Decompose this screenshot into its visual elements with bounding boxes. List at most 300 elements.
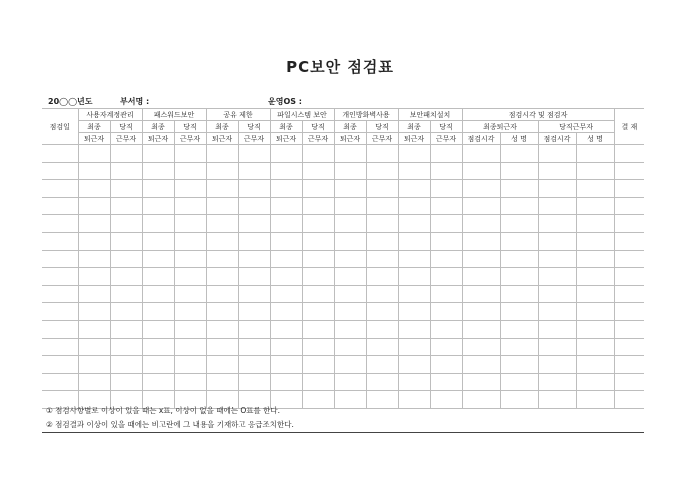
table-cell[interactable] — [614, 320, 644, 338]
table-cell[interactable] — [142, 285, 174, 303]
table-cell[interactable] — [500, 268, 538, 286]
table-cell[interactable] — [430, 215, 462, 233]
table-cell[interactable] — [174, 180, 206, 198]
table-cell[interactable] — [366, 320, 398, 338]
table-cell[interactable] — [366, 338, 398, 356]
table-cell[interactable] — [110, 356, 142, 374]
approval-header: 결 재 — [614, 109, 644, 145]
department-field: 부서명 : — [120, 97, 150, 106]
table-cell[interactable] — [334, 391, 366, 409]
table-cell[interactable] — [302, 338, 334, 356]
table-cell[interactable] — [366, 373, 398, 391]
table-cell[interactable] — [614, 250, 644, 268]
table-row — [42, 250, 644, 268]
sub-header: 퇴근자 — [142, 133, 174, 145]
table-cell[interactable] — [430, 232, 462, 250]
table-cell[interactable] — [398, 391, 430, 409]
table-cell[interactable] — [500, 250, 538, 268]
table-cell[interactable] — [142, 268, 174, 286]
table-cell[interactable] — [576, 250, 614, 268]
table-cell[interactable] — [538, 232, 576, 250]
table-cell[interactable] — [270, 232, 302, 250]
table-cell[interactable] — [78, 250, 110, 268]
table-cell[interactable] — [78, 356, 110, 374]
table-cell[interactable] — [576, 180, 614, 198]
table-cell[interactable] — [78, 180, 110, 198]
table-cell[interactable] — [238, 232, 270, 250]
table-cell[interactable] — [398, 232, 430, 250]
table-cell[interactable] — [302, 356, 334, 374]
table-cell[interactable] — [110, 285, 142, 303]
table-cell[interactable] — [302, 215, 334, 233]
table-cell[interactable] — [302, 145, 334, 163]
table-cell[interactable] — [142, 197, 174, 215]
table-cell[interactable] — [462, 232, 500, 250]
table-cell[interactable] — [538, 250, 576, 268]
table-cell[interactable] — [614, 268, 644, 286]
table-cell[interactable] — [238, 356, 270, 374]
table-cell[interactable] — [206, 145, 238, 163]
sub-header: 최종 — [270, 121, 302, 133]
table-cell[interactable] — [366, 180, 398, 198]
table-cell[interactable] — [538, 338, 576, 356]
table-cell[interactable] — [538, 180, 576, 198]
table-cell[interactable] — [430, 285, 462, 303]
table-cell[interactable] — [462, 250, 500, 268]
table-cell[interactable] — [206, 162, 238, 180]
table-cell[interactable] — [430, 197, 462, 215]
table-cell[interactable] — [142, 320, 174, 338]
table-cell[interactable] — [398, 215, 430, 233]
table-cell[interactable] — [398, 285, 430, 303]
table-cell[interactable] — [576, 356, 614, 374]
table-cell[interactable] — [110, 145, 142, 163]
table-cell[interactable] — [270, 180, 302, 198]
table-cell[interactable] — [238, 162, 270, 180]
table-cell[interactable] — [42, 180, 78, 198]
table-row — [42, 215, 644, 233]
sub-header: 퇴근자 — [334, 133, 366, 145]
table-cell[interactable] — [270, 268, 302, 286]
table-cell[interactable] — [614, 145, 644, 163]
table-cell[interactable] — [206, 180, 238, 198]
table-cell[interactable] — [174, 268, 206, 286]
table-cell[interactable] — [398, 356, 430, 374]
table-cell[interactable] — [430, 268, 462, 286]
table-cell[interactable] — [500, 391, 538, 409]
table-cell[interactable] — [334, 373, 366, 391]
table-cell[interactable] — [500, 285, 538, 303]
table-cell[interactable] — [42, 285, 78, 303]
table-cell[interactable] — [270, 303, 302, 321]
inspection-table — [42, 108, 644, 409]
table-cell[interactable] — [78, 285, 110, 303]
group-header: 패스워드보안 — [142, 109, 206, 121]
table-cell[interactable] — [174, 215, 206, 233]
table-cell[interactable] — [366, 250, 398, 268]
table-cell[interactable] — [366, 391, 398, 409]
table-cell[interactable] — [538, 320, 576, 338]
time-header: 점검시각 — [538, 133, 576, 145]
table-cell[interactable] — [398, 373, 430, 391]
table-cell[interactable] — [462, 285, 500, 303]
table-cell[interactable] — [174, 373, 206, 391]
table-cell[interactable] — [430, 162, 462, 180]
table-cell[interactable] — [238, 215, 270, 233]
table-cell[interactable] — [42, 250, 78, 268]
table-cell[interactable] — [206, 320, 238, 338]
table-cell[interactable] — [302, 250, 334, 268]
table-cell[interactable] — [500, 215, 538, 233]
table-cell[interactable] — [174, 356, 206, 374]
header-row-1 — [42, 109, 644, 121]
table-cell[interactable] — [334, 303, 366, 321]
table-cell[interactable] — [398, 338, 430, 356]
table-cell[interactable] — [430, 180, 462, 198]
table-cell[interactable] — [334, 162, 366, 180]
table-cell[interactable] — [42, 215, 78, 233]
table-cell[interactable] — [206, 373, 238, 391]
table-cell[interactable] — [500, 162, 538, 180]
table-cell[interactable] — [206, 232, 238, 250]
table-cell[interactable] — [270, 250, 302, 268]
table-cell[interactable] — [78, 268, 110, 286]
table-cell[interactable] — [398, 250, 430, 268]
name-header: 성 명 — [500, 133, 538, 145]
table-cell[interactable] — [538, 356, 576, 374]
final-worker-header: 최종퇴근자 — [462, 121, 538, 133]
table-cell[interactable] — [462, 373, 500, 391]
table-cell[interactable] — [614, 215, 644, 233]
table-cell[interactable] — [430, 250, 462, 268]
table-cell[interactable] — [42, 197, 78, 215]
table-cell[interactable] — [42, 338, 78, 356]
table-row — [42, 145, 644, 163]
table-cell[interactable] — [462, 162, 500, 180]
table-cell[interactable] — [614, 303, 644, 321]
table-cell[interactable] — [142, 373, 174, 391]
sub-header: 근무자 — [110, 133, 142, 145]
table-cell[interactable] — [366, 215, 398, 233]
table-cell[interactable] — [576, 303, 614, 321]
table-row — [42, 338, 644, 356]
table-cell[interactable] — [334, 285, 366, 303]
table-cell[interactable] — [334, 356, 366, 374]
group-header: 파일시스템 보안 — [270, 109, 334, 121]
sub-header: 퇴근자 — [78, 133, 110, 145]
table-cell[interactable] — [398, 162, 430, 180]
table-cell[interactable] — [270, 320, 302, 338]
table-cell[interactable] — [42, 145, 78, 163]
table-cell[interactable] — [576, 215, 614, 233]
table-cell[interactable] — [238, 145, 270, 163]
table-cell[interactable] — [576, 232, 614, 250]
table-cell[interactable] — [614, 356, 644, 374]
table-cell[interactable] — [398, 145, 430, 163]
table-cell[interactable] — [366, 356, 398, 374]
table-cell[interactable] — [500, 180, 538, 198]
group-header: 사용자계정관리 — [78, 109, 142, 121]
table-cell[interactable] — [42, 373, 78, 391]
table-cell[interactable] — [110, 338, 142, 356]
table-cell[interactable] — [174, 285, 206, 303]
table-cell[interactable] — [500, 145, 538, 163]
table-cell[interactable] — [614, 285, 644, 303]
table-cell[interactable] — [334, 180, 366, 198]
table-cell[interactable] — [78, 197, 110, 215]
table-cell[interactable] — [238, 373, 270, 391]
table-cell[interactable] — [334, 215, 366, 233]
table-cell[interactable] — [302, 268, 334, 286]
table-cell[interactable] — [270, 215, 302, 233]
table-row — [42, 303, 644, 321]
table-cell[interactable] — [302, 162, 334, 180]
table-cell[interactable] — [430, 373, 462, 391]
table-cell[interactable] — [78, 232, 110, 250]
table-cell[interactable] — [206, 356, 238, 374]
table-cell[interactable] — [78, 373, 110, 391]
table-cell[interactable] — [334, 232, 366, 250]
table-cell[interactable] — [174, 250, 206, 268]
table-cell[interactable] — [302, 180, 334, 198]
table-cell[interactable] — [398, 197, 430, 215]
table-cell[interactable] — [142, 162, 174, 180]
table-cell[interactable] — [238, 197, 270, 215]
table-cell[interactable] — [206, 338, 238, 356]
table-cell[interactable] — [238, 268, 270, 286]
table-cell[interactable] — [398, 320, 430, 338]
table-cell[interactable] — [430, 145, 462, 163]
table-cell[interactable] — [430, 320, 462, 338]
table-cell[interactable] — [142, 180, 174, 198]
table-cell[interactable] — [174, 338, 206, 356]
table-cell[interactable] — [430, 356, 462, 374]
table-cell[interactable] — [110, 197, 142, 215]
table-cell[interactable] — [462, 356, 500, 374]
table-row — [42, 356, 644, 374]
table-cell[interactable] — [462, 180, 500, 198]
table-cell[interactable] — [142, 232, 174, 250]
table-cell[interactable] — [238, 338, 270, 356]
table-cell[interactable] — [206, 285, 238, 303]
table-cell[interactable] — [78, 303, 110, 321]
table-cell[interactable] — [78, 215, 110, 233]
year-field: 20◯◯년도 — [48, 97, 93, 106]
table-cell[interactable] — [462, 391, 500, 409]
table-cell[interactable] — [614, 197, 644, 215]
inspection-header: 점검시각 및 점검자 — [462, 109, 614, 121]
table-cell[interactable] — [270, 373, 302, 391]
table-cell[interactable] — [110, 215, 142, 233]
table-cell[interactable] — [366, 303, 398, 321]
table-cell[interactable] — [430, 391, 462, 409]
table-cell[interactable] — [500, 373, 538, 391]
table-cell[interactable] — [238, 303, 270, 321]
table-cell[interactable] — [614, 180, 644, 198]
table-cell[interactable] — [42, 320, 78, 338]
table-cell[interactable] — [398, 303, 430, 321]
table-cell[interactable] — [538, 303, 576, 321]
table-cell[interactable] — [142, 303, 174, 321]
table-cell[interactable] — [366, 197, 398, 215]
table-cell[interactable] — [462, 338, 500, 356]
table-cell[interactable] — [538, 215, 576, 233]
table-cell[interactable] — [576, 285, 614, 303]
table-cell[interactable] — [174, 232, 206, 250]
table-cell[interactable] — [110, 162, 142, 180]
table-cell[interactable] — [78, 145, 110, 163]
table-cell[interactable] — [614, 232, 644, 250]
table-cell[interactable] — [366, 232, 398, 250]
table-cell[interactable] — [42, 303, 78, 321]
table-cell[interactable] — [78, 338, 110, 356]
table-cell[interactable] — [334, 338, 366, 356]
table-row — [42, 162, 644, 180]
table-cell[interactable] — [238, 180, 270, 198]
table-cell[interactable] — [270, 338, 302, 356]
table-cell[interactable] — [462, 145, 500, 163]
table-cell[interactable] — [238, 320, 270, 338]
table-cell[interactable] — [576, 338, 614, 356]
table-cell[interactable] — [614, 162, 644, 180]
table-cell[interactable] — [334, 145, 366, 163]
table-cell[interactable] — [302, 232, 334, 250]
table-cell[interactable] — [302, 303, 334, 321]
time-header: 점검시각 — [462, 133, 500, 145]
table-cell[interactable] — [462, 215, 500, 233]
table-cell[interactable] — [270, 162, 302, 180]
table-cell[interactable] — [366, 285, 398, 303]
table-cell[interactable] — [462, 303, 500, 321]
table-cell[interactable] — [614, 391, 644, 409]
table-row — [42, 197, 644, 215]
table-cell[interactable] — [398, 180, 430, 198]
table-cell[interactable] — [538, 373, 576, 391]
table-cell[interactable] — [110, 250, 142, 268]
table-cell[interactable] — [398, 268, 430, 286]
table-cell[interactable] — [538, 145, 576, 163]
table-cell[interactable] — [334, 320, 366, 338]
table-cell[interactable] — [500, 197, 538, 215]
table-cell[interactable] — [576, 197, 614, 215]
table-cell[interactable] — [174, 320, 206, 338]
table-cell[interactable] — [334, 250, 366, 268]
table-cell[interactable] — [576, 268, 614, 286]
table-cell[interactable] — [302, 285, 334, 303]
table-cell[interactable] — [576, 145, 614, 163]
table-cell[interactable] — [42, 268, 78, 286]
sub-header: 근무자 — [366, 133, 398, 145]
table-cell[interactable] — [366, 268, 398, 286]
table-cell[interactable] — [576, 320, 614, 338]
note-line: ① 점검사항별로 이상이 있을 때는 x표, 이상이 없을 때에는 O표를 한다. — [46, 406, 281, 415]
table-cell[interactable] — [538, 391, 576, 409]
table-cell[interactable] — [206, 303, 238, 321]
table-cell[interactable] — [78, 162, 110, 180]
table-cell[interactable] — [576, 162, 614, 180]
table-cell[interactable] — [430, 303, 462, 321]
table-cell[interactable] — [142, 250, 174, 268]
table-row — [42, 268, 644, 286]
table-cell[interactable] — [538, 285, 576, 303]
table-cell[interactable] — [614, 338, 644, 356]
header-row-3 — [42, 133, 644, 145]
table-cell[interactable] — [500, 320, 538, 338]
table-cell[interactable] — [462, 197, 500, 215]
table-cell[interactable] — [174, 162, 206, 180]
table-cell[interactable] — [206, 197, 238, 215]
table-cell[interactable] — [42, 356, 78, 374]
table-cell[interactable] — [110, 268, 142, 286]
table-cell[interactable] — [302, 391, 334, 409]
table-cell[interactable] — [500, 356, 538, 374]
table-cell[interactable] — [42, 162, 78, 180]
table-cell[interactable] — [430, 338, 462, 356]
table-cell[interactable] — [206, 250, 238, 268]
table-cell[interactable] — [174, 303, 206, 321]
table-cell[interactable] — [78, 320, 110, 338]
table-cell[interactable] — [334, 268, 366, 286]
table-cell[interactable] — [270, 197, 302, 215]
table-cell[interactable] — [174, 197, 206, 215]
table-cell[interactable] — [302, 320, 334, 338]
sub-header: 당직 — [110, 121, 142, 133]
table-cell[interactable] — [500, 338, 538, 356]
sub-header: 최종 — [206, 121, 238, 133]
table-cell[interactable] — [538, 268, 576, 286]
table-cell[interactable] — [270, 145, 302, 163]
sub-header: 근무자 — [430, 133, 462, 145]
duty-worker-header: 당직근무자 — [538, 121, 614, 133]
table-row — [42, 232, 644, 250]
table-cell[interactable] — [238, 285, 270, 303]
sub-header: 근무자 — [302, 133, 334, 145]
table-cell[interactable] — [42, 232, 78, 250]
table-cell[interactable] — [366, 162, 398, 180]
table-cell[interactable] — [142, 338, 174, 356]
table-cell[interactable] — [206, 268, 238, 286]
group-header: 공유 제한 — [206, 109, 270, 121]
table-cell[interactable] — [614, 373, 644, 391]
table-cell[interactable] — [142, 215, 174, 233]
table-cell[interactable] — [110, 180, 142, 198]
table-cell[interactable] — [576, 391, 614, 409]
table-cell[interactable] — [576, 373, 614, 391]
table-cell[interactable] — [174, 145, 206, 163]
table-cell[interactable] — [500, 303, 538, 321]
table-cell[interactable] — [110, 232, 142, 250]
table-cell[interactable] — [462, 268, 500, 286]
table-cell[interactable] — [270, 356, 302, 374]
table-cell[interactable] — [538, 197, 576, 215]
table-cell[interactable] — [538, 162, 576, 180]
sub-header: 최종 — [398, 121, 430, 133]
table-cell[interactable] — [238, 250, 270, 268]
table-cell[interactable] — [334, 197, 366, 215]
table-cell[interactable] — [142, 145, 174, 163]
table-cell[interactable] — [110, 373, 142, 391]
table-cell[interactable] — [206, 215, 238, 233]
table-cell[interactable] — [270, 285, 302, 303]
table-cell[interactable] — [500, 232, 538, 250]
table-cell[interactable] — [142, 356, 174, 374]
table-cell[interactable] — [462, 320, 500, 338]
table-cell[interactable] — [366, 145, 398, 163]
table-cell[interactable] — [110, 303, 142, 321]
table-cell[interactable] — [302, 197, 334, 215]
table-cell[interactable] — [302, 373, 334, 391]
table-cell[interactable] — [110, 320, 142, 338]
